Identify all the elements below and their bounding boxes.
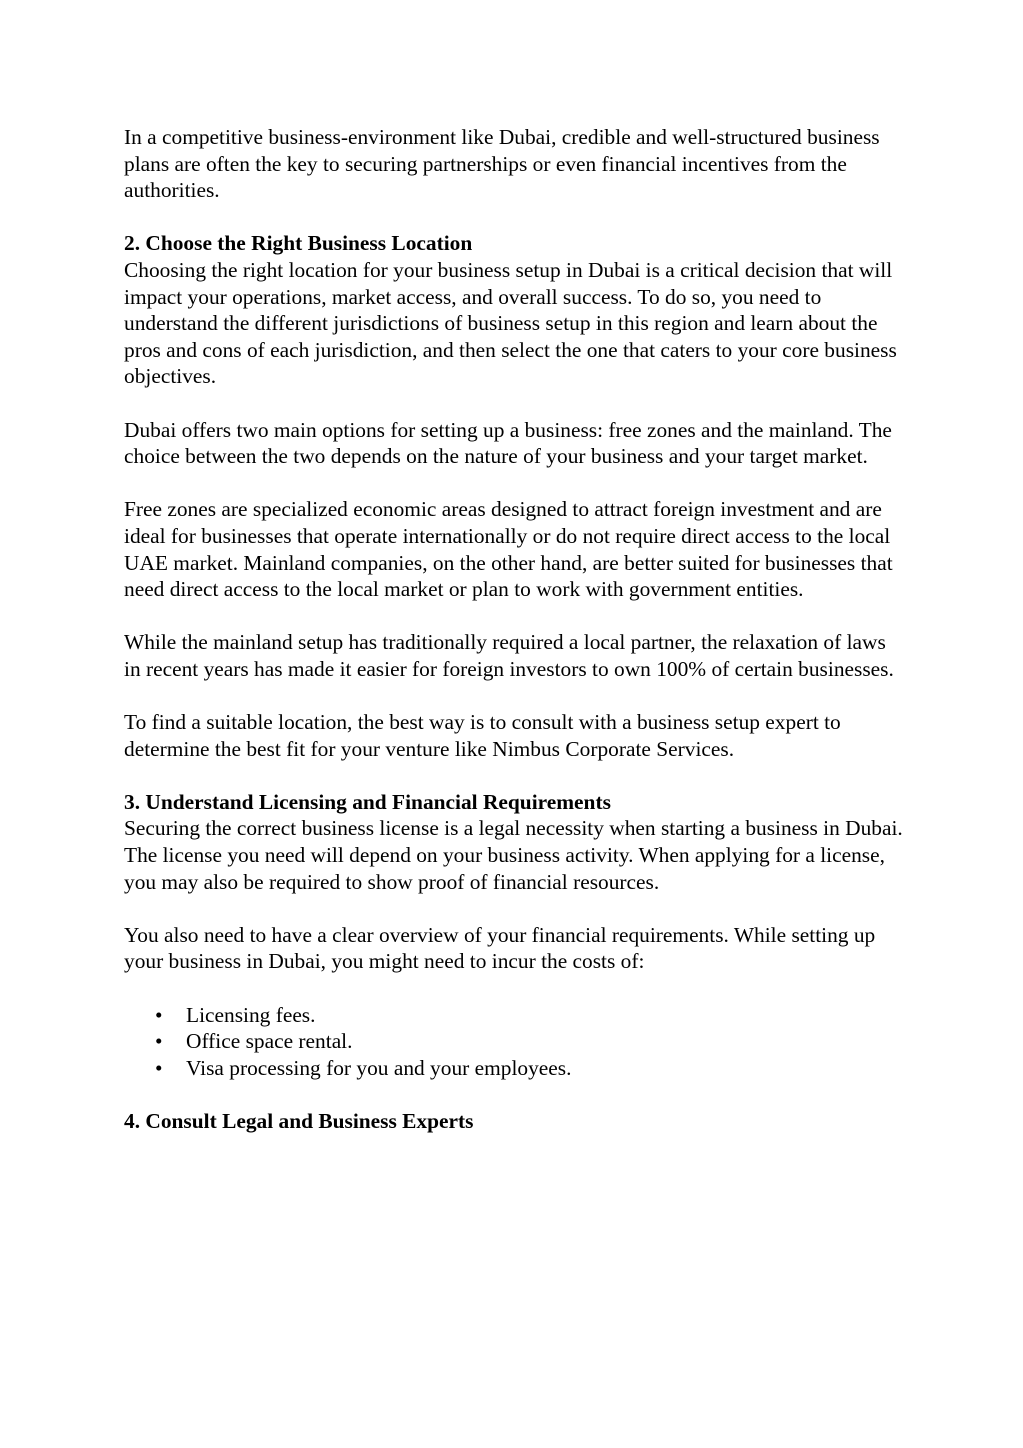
section-heading-consult: 4. Consult Legal and Business Experts (124, 1108, 474, 1133)
location-paragraph-1: Choosing the right location for your business setup in Dubai is a critical decision that will impact your operations, market access, and overall success. To do so, you need to understand the different jurisdictions of business setup in this region and learn about the pros and cons of each jurisdiction, and then select the one that caters to your core business objectives. (124, 257, 897, 389)
location-paragraph-5: To find a suitable location, the best way is to consult with a business setup expert to determine the best fit for your venture like Nimbus Corporate Services. (124, 710, 841, 761)
section-heading-licensing: 3. Understand Licensing and Financial Requirements (124, 789, 611, 814)
licensing-paragraph-1: Securing the correct business license is a legal necessity when starting a business in Dubai. The license you need will depend on your business activity. When applying for a license, you may also be required to show proof of financial resources. (124, 816, 903, 894)
location-paragraph-2: Dubai offers two main options for setting up a business: free zones and the mainland. The choice between the two depends on the nature of your business and your target market. (124, 417, 892, 469)
list-item: • Office space rental. (186, 1028, 904, 1055)
list-item: • Visa processing for you and your employees. (186, 1055, 904, 1082)
location-paragraph-3: Free zones are specialized economic areas designed to attract foreign investment and are ideal for businesses that operate internationally or do not require direct access to the local UAE market. Mainland companies, on the other hand, are better suited for businesses that need direct access to the local market or plan to work with government entities. (124, 497, 893, 602)
section-heading-location: 2. Choose the Right Business Location (124, 231, 473, 256)
licensing-paragraph-2: You also need to have a clear overview of your financial requirements. While setting up your business in Dubai, you might need to incur the costs of: (124, 922, 876, 974)
intro-paragraph: In a competitive business-environment like Dubai, credible and well-structured business plans are often the key to securing partnerships or even financial incentives from the authorities. (124, 125, 880, 203)
costs-list (124, 1002, 904, 1082)
document-page (124, 124, 904, 1135)
list-item: • Licensing fees. (186, 1002, 904, 1029)
location-paragraph-4: While the mainland setup has traditionally required a local partner, the relaxation of laws in recent years has made it easier for foreign investors to own 100% of certain businesses. (124, 630, 894, 681)
